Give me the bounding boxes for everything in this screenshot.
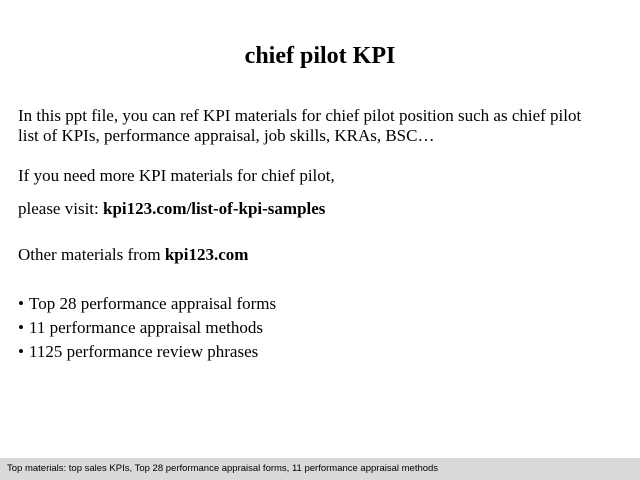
other-materials-line [18,245,248,265]
list-item-text: Top 28 performance appraisal forms [29,294,277,313]
visit-prefix: please visit: [18,199,103,218]
bullet-icon: • [18,294,24,313]
list-item [18,316,276,340]
need-more-text: If you need more KPI materials for chief pilot, [18,166,335,185]
intro-paragraph [18,106,618,146]
footer-bar [0,458,640,480]
other-link[interactable]: kpi123.com [164,245,249,264]
bullet-icon: • [18,318,24,337]
footer-text: Top materials: top sales KPIs, Top 28 performance appraisal forms, 11 performance appraisal methods [7,463,439,474]
slide-title: chief pilot KPI [244,43,396,69]
list-item [18,340,276,364]
intro-line-1: In this ppt file, you can ref KPI materials for chief pilot position such as chief pilot [18,106,582,125]
visit-link[interactable]: kpi123.com/list-of-kpi-samples [102,199,326,218]
list-item-text: 1125 performance review phrases [29,342,259,361]
bullet-icon: • [18,342,24,361]
materials-list [18,292,276,364]
intro-line-2: list of KPIs, performance appraisal, job skills, KRAs, BSC… [18,126,435,145]
list-item-text: 11 performance appraisal methods [29,318,263,337]
other-prefix: Other materials from [18,245,165,264]
list-item [18,292,276,316]
visit-line [18,199,325,219]
